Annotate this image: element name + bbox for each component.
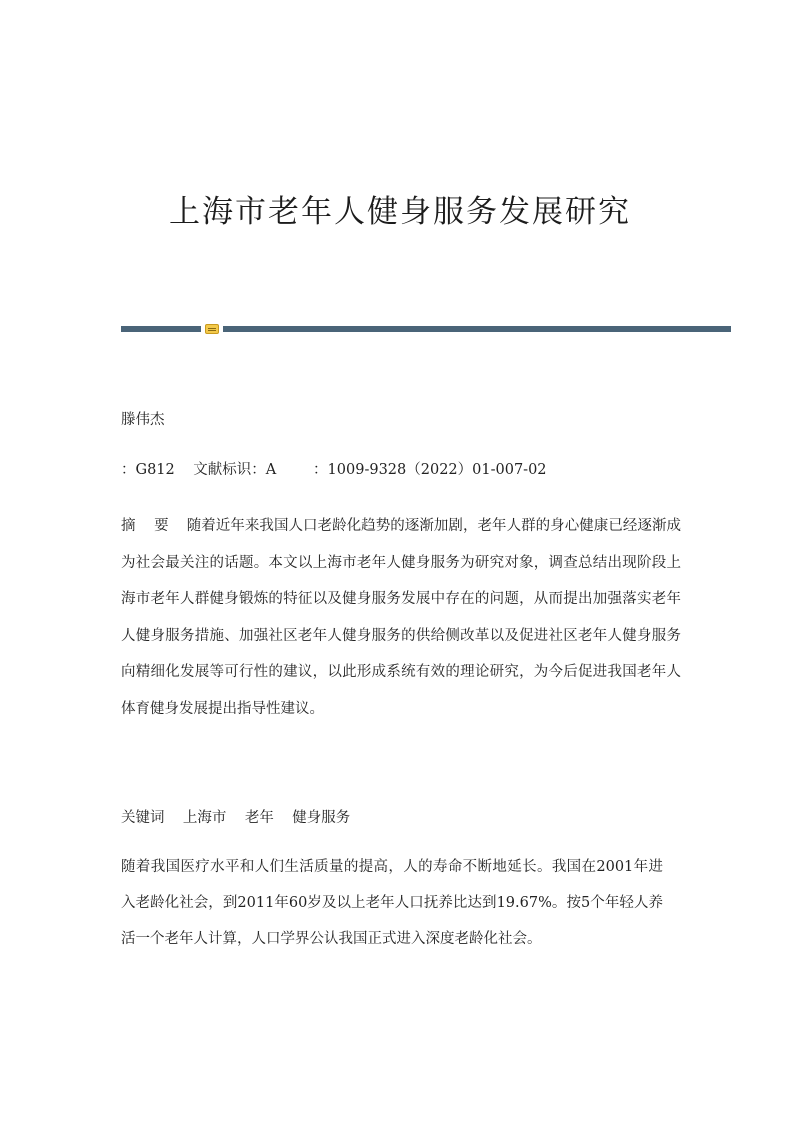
document-title: 上海市老年人健身服务发展研究 [169,194,631,230]
abstract [121,508,681,728]
classification-line: ：G812 文献标识：A ：1009-9328（2022）01-007-02 [121,462,547,478]
author-name: 滕伟杰 [121,412,165,428]
abstract-label: 摘 要 [121,518,169,534]
divider-bar-left [121,326,201,332]
abstract-text: 随着近年来我国人口老龄化趋势的逐渐加剧，老年人群的身心健康已经逐渐成为社会最关注的话题。本文以上海市老年人健身服务为研究对象，调查总结出现阶段上海市老年人群健身锻炼的特征以及健身服务发展中存在的问题，从而提出加强落实老年人健身服务措施、加强社区老年人健身服务的供给侧改革以及促进社区老年人健身服务向精细化发展等可行性的建议，以此形成系统有效的理论研究，为今后促进我国老年人体育健身发展提出指导性建议。 [121,518,681,717]
divider-bar-right [223,326,731,332]
body-paragraph: 随着我国医疗水平和人们生活质量的提高，人的寿命不断地延长。我国在2001年进入老龄化社会，到2011年60岁及以上老年人口抚养比达到19.67%。按5个年轻人养活一个老年人计算，人口学界公认我国正式进入深度老龄化社会。 [121,859,663,947]
keywords-line: 关键词 上海市 老年 健身服务 [121,810,351,826]
title-divider [121,325,731,333]
book-icon [205,324,219,334]
